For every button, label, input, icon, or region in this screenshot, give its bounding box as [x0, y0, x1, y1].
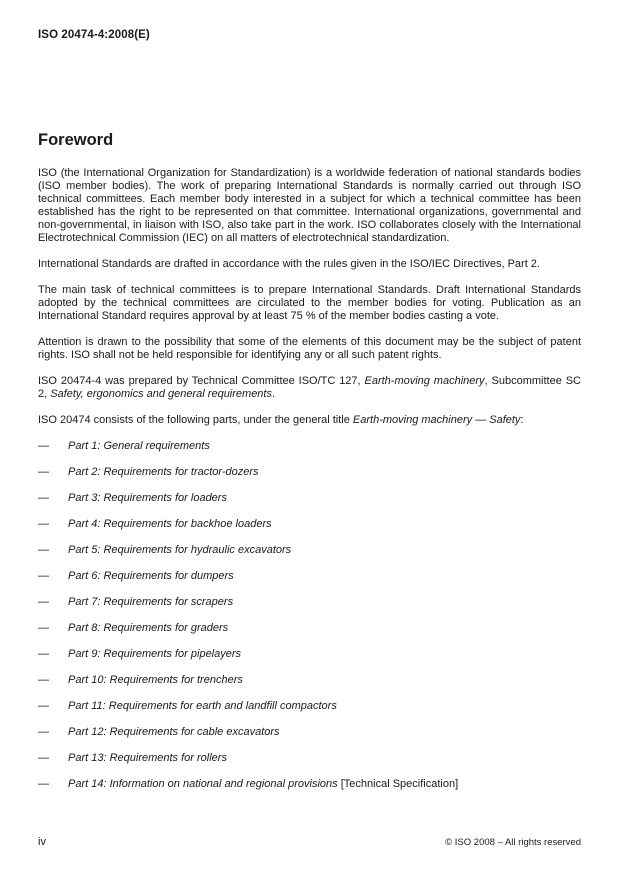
part-label: Part 5: Requirements for hydraulic excavators [68, 544, 292, 556]
paragraph-consists-of [38, 414, 581, 427]
part-label: Part 1: General requirements [68, 440, 210, 452]
dash-marker: — [38, 544, 49, 556]
paragraph-patent-rights: Attention is drawn to the possibility that some of the elements of this document may be the subject of patent rights. ISO shall not be held responsible for identifying any or all such patent rights. [38, 336, 581, 361]
part-item [38, 778, 581, 791]
part-label: Part 10: Requirements for trenchers [68, 674, 243, 686]
part-item [38, 518, 581, 531]
dash-marker: — [38, 752, 49, 764]
part-label: Part 8: Requirements for graders [68, 622, 229, 634]
part-label: Part 3: Requirements for loaders [68, 492, 227, 504]
part-item [38, 544, 581, 557]
part-label: Part 11: Requirements for earth and landfill compactors [68, 700, 337, 712]
part-item [38, 440, 581, 453]
parts-list [38, 440, 581, 791]
page-footer [38, 836, 581, 848]
part-text [68, 466, 259, 479]
part-label: Part 4: Requirements for backhoe loaders [68, 518, 272, 530]
part-text [68, 622, 228, 635]
dash-marker: — [38, 518, 49, 530]
part-item [38, 674, 581, 687]
dash-marker: — [38, 466, 49, 478]
part-label: Part 6: Requirements for dumpers [68, 570, 234, 582]
part-label: Part 9: Requirements for pipelayers [68, 648, 242, 660]
part-item [38, 648, 581, 661]
document-header-reference: ISO 20474-4:2008(E) [38, 29, 150, 41]
part-item [38, 622, 581, 635]
part-label: Part 14: Information on national and regional provisions [68, 778, 338, 790]
part-text [68, 648, 241, 661]
part-text [68, 570, 234, 583]
paragraph-directives: International Standards are drafted in accordance with the rules given in the ISO/IEC Directives, Part 2. [38, 258, 540, 270]
part-item [38, 726, 581, 739]
part-item [38, 570, 581, 583]
dash-marker: — [38, 596, 49, 608]
part-text [68, 492, 227, 505]
consists-text-1: ISO 20474 consists of the following parts, under the general title [38, 414, 353, 426]
part-item [38, 700, 581, 713]
part-item [38, 466, 581, 479]
page-title: Foreword [38, 131, 114, 149]
dash-marker: — [38, 648, 49, 660]
part-text [68, 440, 210, 453]
paragraph-main-task: The main task of technical committees is to prepare International Standards. Draft International Standards adopted by the technical committees are circulated to the member bodies for voting. Publication as an International Standard requires approval by at least 75 % of the member bodies casting a vote. [38, 284, 581, 322]
part-item [38, 752, 581, 765]
dash-marker: — [38, 440, 49, 452]
part-label: Part 2: Requirements for tractor-dozers [68, 466, 259, 478]
part-text [68, 596, 233, 609]
part-item [38, 492, 581, 505]
dash-marker: — [38, 778, 49, 790]
part-text [68, 700, 337, 713]
consists-italic-1: Earth-moving machinery — Safety [352, 414, 521, 426]
prepared-text-3: . [272, 388, 276, 400]
dash-marker: — [38, 700, 49, 712]
part-label: Part 7: Requirements for scrapers [68, 596, 234, 608]
foreword-section [38, 131, 581, 804]
dash-marker: — [38, 570, 49, 582]
dash-marker: — [38, 492, 49, 504]
part-text [68, 778, 458, 791]
part-text [68, 752, 227, 765]
dash-marker: — [38, 674, 49, 686]
copyright-notice: © ISO 2008 – All rights reserved [445, 837, 581, 848]
paragraph-prepared-by [38, 375, 581, 401]
consists-text-2: : [520, 414, 524, 426]
prepared-italic-2: Safety, ergonomics and general requirements [50, 388, 272, 400]
paragraph-iso-federation: ISO (the International Organization for Standardization) is a worldwide federation of national standards bodies (ISO member bodies). The work of preparing International Standards is normally carried out through ISO technical committees. Each member body interested in a subject for which a technical committee has been established has the right to be represented on that committee. International organizations, governmental and non-governmental, in liaison with ISO, also take part in the work. ISO collaborates closely with the International Electrotechnical Commission (IEC) on all matters of electrotechnical standardization. [38, 167, 581, 244]
page-number: iv [38, 836, 46, 848]
prepared-text-2: , Subcommittee SC 2, [38, 375, 581, 400]
dash-marker: — [38, 726, 49, 738]
part-label: Part 13: Requirements for rollers [68, 752, 227, 764]
dash-marker: — [38, 622, 49, 634]
part-text [68, 544, 291, 557]
part-text [68, 726, 280, 739]
part-label: Part 12: Requirements for cable excavators [68, 726, 280, 738]
prepared-italic-1: Earth-moving machinery [364, 375, 485, 387]
part-text [68, 674, 243, 687]
prepared-text-1: ISO 20474-4 was prepared by Technical Committee ISO/TC 127, [38, 375, 365, 387]
part-item [38, 596, 581, 609]
part-suffix: [Technical Specification] [337, 778, 459, 790]
part-text [68, 518, 272, 531]
